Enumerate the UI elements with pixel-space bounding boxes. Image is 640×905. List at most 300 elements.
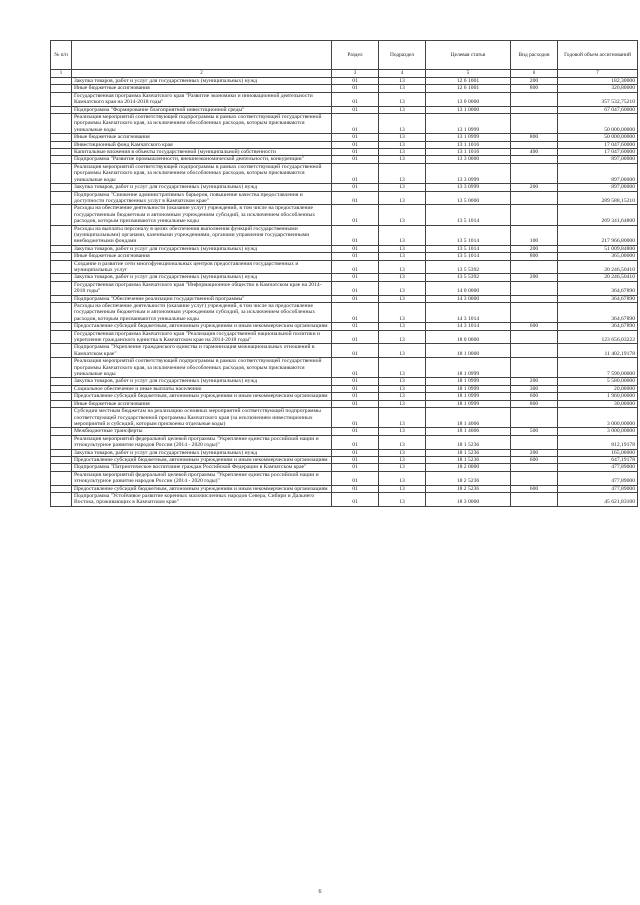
row-num-cell [51, 295, 72, 302]
row-subsection-cell: 13 [379, 378, 426, 385]
row-target-cell: 14 3 0000 [426, 295, 511, 302]
row-target-cell: 18 2 0000 [426, 464, 511, 471]
header-expense-type: Вид расходов [511, 41, 558, 70]
header-num: № п/п [51, 41, 72, 70]
row-expense-type-cell: 600 [511, 393, 558, 400]
row-name-cell: Субсидии местным бюджетам на реализацию основных мероприятий соответствующей подпрограммы соответствующей государственной программы Камчатского края (за исключением инвестиционных мероприятий и субсидий, которым присвоены отдельные коды) [72, 408, 332, 428]
row-expense-type-cell [511, 330, 558, 344]
row-name-cell: Расходы на обеспечение деятельности (оказание услуг) учреждений, в том числе на предоставление государственным бюджетным и автономным учреждениям субсидий, за исключением обособленных расходов, которым присваиваются уникальные коды [72, 205, 332, 225]
row-num-cell [51, 85, 72, 92]
table-row [51, 205, 638, 225]
row-section-cell: 01 [332, 205, 379, 225]
row-name-cell: Закупка товаров, работ и услуг для государственных (муниципальных) нужд [72, 78, 332, 85]
row-target-cell: 18 1 5236 [426, 456, 511, 463]
index-cell: 1 [51, 70, 72, 78]
row-expense-type-cell [511, 163, 558, 183]
row-name-cell: Закупка товаров, работ и услуг для государственных (муниципальных) нужд [72, 184, 332, 191]
row-target-cell: 13 5 5392 [426, 274, 511, 281]
table-body [51, 78, 638, 507]
row-section-cell: 01 [332, 245, 379, 252]
row-amount-cell: 7 590,00000 [558, 358, 638, 378]
row-target-cell: 18 2 5236 [426, 471, 511, 485]
row-amount-cell: 30,00000 [558, 400, 638, 407]
row-subsection-cell: 13 [379, 393, 426, 400]
row-section-cell: 01 [332, 456, 379, 463]
row-section-cell: 01 [332, 253, 379, 260]
row-expense-type-cell [511, 408, 558, 428]
table-row [51, 156, 638, 163]
row-name-cell: Иные бюджетные ассигнования [72, 85, 332, 92]
row-expense-type-cell [511, 156, 558, 163]
row-section-cell: 01 [332, 400, 379, 407]
row-name-cell: Подпрограмма "Развитие промышленности, внешнеэкономической деятельности, конкуренции" [72, 156, 332, 163]
table-row [51, 85, 638, 92]
row-amount-cell: 217 966,80000 [558, 225, 638, 245]
row-expense-type-cell: 800 [511, 85, 558, 92]
row-section-cell: 01 [332, 323, 379, 330]
row-section-cell: 01 [332, 295, 379, 302]
row-name-cell: Подпрограмма "Обеспечение реализации государственной программы" [72, 295, 332, 302]
row-expense-type-cell [511, 281, 558, 295]
row-target-cell: 13 5 0000 [426, 191, 511, 205]
row-subsection-cell: 13 [379, 464, 426, 471]
row-section-cell: 01 [332, 449, 379, 456]
row-section-cell: 01 [332, 191, 379, 205]
table-row [51, 456, 638, 463]
row-section-cell: 01 [332, 141, 379, 148]
table-row [51, 393, 638, 400]
row-subsection-cell: 13 [379, 281, 426, 295]
table-row [51, 134, 638, 141]
row-amount-cell: 365,00000 [558, 253, 638, 260]
row-num-cell [51, 428, 72, 435]
row-section-cell: 01 [332, 408, 379, 428]
row-target-cell: 18 1 0000 [426, 344, 511, 358]
table-row [51, 385, 638, 392]
row-amount-cell: 364,67890 [558, 281, 638, 295]
row-target-cell: 13 1 1016 [426, 141, 511, 148]
table-row [51, 449, 638, 456]
row-name-cell: Расходы на выплаты персоналу в целях обеспечения выполнения функций государственными (муниципальными) органами, казенными учреждениями, органами управления государственными внебюджетными фондами [72, 225, 332, 245]
row-subsection-cell: 13 [379, 156, 426, 163]
row-section-cell: 01 [332, 149, 379, 156]
row-expense-type-cell [511, 191, 558, 205]
row-name-cell: Реализация мероприятий соответствующей подпрограммы в рамках соответствующей государственной программы Камчатского края, за исключением обособленных расходов, которым присваиваются уникальные коды [72, 114, 332, 134]
row-expense-type-cell [511, 435, 558, 449]
row-target-cell: 18 1 5236 [426, 435, 511, 449]
row-subsection-cell: 13 [379, 163, 426, 183]
row-num-cell [51, 134, 72, 141]
row-expense-type-cell [511, 471, 558, 485]
row-expense-type-cell: 600 [511, 456, 558, 463]
row-section-cell: 01 [332, 464, 379, 471]
row-subsection-cell: 13 [379, 106, 426, 113]
row-amount-cell: 20 246,50410 [558, 274, 638, 281]
row-subsection-cell: 13 [379, 435, 426, 449]
table-row [51, 191, 638, 205]
table-row [51, 471, 638, 485]
row-amount-cell: 364,67890 [558, 295, 638, 302]
page-number: 6 [318, 889, 322, 895]
table-row [51, 163, 638, 183]
row-subsection-cell: 13 [379, 492, 426, 506]
row-subsection-cell: 13 [379, 449, 426, 456]
row-subsection-cell: 13 [379, 149, 426, 156]
row-amount-cell: 364,67890 [558, 303, 638, 323]
row-amount-cell: 812,19178 [558, 435, 638, 449]
row-expense-type-cell: 500 [511, 428, 558, 435]
row-expense-type-cell: 800 [511, 400, 558, 407]
row-expense-type-cell: 600 [511, 323, 558, 330]
row-amount-cell: 647,19178 [558, 456, 638, 463]
row-num-cell [51, 184, 72, 191]
index-row [51, 70, 638, 78]
row-subsection-cell: 13 [379, 358, 426, 378]
row-section-cell: 01 [332, 492, 379, 506]
row-subsection-cell: 13 [379, 260, 426, 274]
table-row [51, 428, 638, 435]
table-row [51, 149, 638, 156]
row-section-cell: 01 [332, 281, 379, 295]
row-target-cell: 13 1 0999 [426, 134, 511, 141]
row-target-cell: 13 5 1014 [426, 253, 511, 260]
row-num-cell [51, 205, 72, 225]
row-target-cell: 14 3 1014 [426, 303, 511, 323]
row-name-cell: Реализация мероприятий соответствующей подпрограммы в рамках соответствующей государственной программы Камчатского края, за исключением обособленных расходов, которым присваиваются уникальные коды [72, 358, 332, 378]
row-name-cell: Закупка товаров, работ и услуг для государственных (муниципальных) нужд [72, 274, 332, 281]
row-num-cell [51, 408, 72, 428]
row-section-cell: 01 [332, 78, 379, 85]
index-cell: 5 [426, 70, 511, 78]
row-expense-type-cell [511, 492, 558, 506]
row-name-cell: Иные бюджетные ассигнования [72, 134, 332, 141]
table-row [51, 408, 638, 428]
row-name-cell: Создание и развитие сети многофункциональных центров предоставления государственных и муниципальных услуг [72, 260, 332, 274]
row-name-cell: Инвестиционный фонд Камчатского края [72, 141, 332, 148]
row-target-cell: 13 0 0000 [426, 92, 511, 106]
row-num-cell [51, 78, 72, 85]
row-target-cell: 18 2 5236 [426, 485, 511, 492]
row-section-cell: 01 [332, 428, 379, 435]
table-row [51, 378, 638, 385]
row-name-cell: Капитальные вложения в объекты государственной (муниципальной) собственности [72, 149, 332, 156]
row-section-cell: 01 [332, 225, 379, 245]
row-expense-type-cell [511, 295, 558, 302]
row-section-cell: 01 [332, 163, 379, 183]
row-num-cell [51, 435, 72, 449]
row-section-cell: 01 [332, 92, 379, 106]
table-row [51, 344, 638, 358]
row-name-cell: Иные бюджетные ассигнования [72, 253, 332, 260]
row-subsection-cell: 13 [379, 485, 426, 492]
row-expense-type-cell [511, 358, 558, 378]
row-section-cell: 01 [332, 378, 379, 385]
row-expense-type-cell: 600 [511, 485, 558, 492]
row-section-cell: 01 [332, 184, 379, 191]
row-name-cell: Предоставление субсидий бюджетным, автономным учреждениям и иным некоммерческим организациям [72, 323, 332, 330]
row-target-cell: 18 1 0999 [426, 393, 511, 400]
row-expense-type-cell [511, 303, 558, 323]
row-section-cell: 01 [332, 134, 379, 141]
table-row [51, 106, 638, 113]
row-subsection-cell: 13 [379, 385, 426, 392]
table-row [51, 281, 638, 295]
row-subsection-cell: 13 [379, 330, 426, 344]
row-target-cell: 13 3 0000 [426, 156, 511, 163]
table-row [51, 225, 638, 245]
row-amount-cell: 897,00000 [558, 163, 638, 183]
row-num-cell [51, 485, 72, 492]
row-name-cell: Предоставление субсидий бюджетным, автономным учреждениям и иным некоммерческим организациям [72, 485, 332, 492]
row-amount-cell: 182,30000 [558, 78, 638, 85]
row-target-cell: 13 3 0999 [426, 184, 511, 191]
row-num-cell [51, 344, 72, 358]
row-subsection-cell: 13 [379, 141, 426, 148]
row-subsection-cell: 13 [379, 205, 426, 225]
row-num-cell [51, 303, 72, 323]
row-name-cell: Предоставление субсидий бюджетным, автономным учреждениям и иным некоммерческим организациям [72, 393, 332, 400]
row-num-cell [51, 274, 72, 281]
row-num-cell [51, 492, 72, 506]
row-amount-cell: 320,80000 [558, 85, 638, 92]
row-expense-type-cell: 200 [511, 245, 558, 252]
row-amount-cell: 20,00000 [558, 385, 638, 392]
row-name-cell: Межбюджетные трансферты [72, 428, 332, 435]
row-num-cell [51, 449, 72, 456]
row-target-cell: 18 1 4006 [426, 428, 511, 435]
row-section-cell: 01 [332, 114, 379, 134]
row-amount-cell: 477,89000 [558, 464, 638, 471]
row-num-cell [51, 163, 72, 183]
row-section-cell: 01 [332, 260, 379, 274]
table-row [51, 330, 638, 344]
index-cell: 7 [558, 70, 638, 78]
index-cell: 2 [72, 70, 332, 78]
row-subsection-cell: 13 [379, 78, 426, 85]
row-expense-type-cell [511, 344, 558, 358]
row-target-cell: 18 3 0000 [426, 492, 511, 506]
row-subsection-cell: 13 [379, 225, 426, 245]
row-num-cell [51, 456, 72, 463]
row-target-cell: 13 5 1014 [426, 225, 511, 245]
row-name-cell: Реализация мероприятий федеральной целевой программы "Укрепление единства российской нации и этнокультурное развитие народов России (2014 - 2020 годы)" [72, 471, 332, 485]
row-num-cell [51, 385, 72, 392]
row-expense-type-cell: 400 [511, 149, 558, 156]
row-amount-cell: 50 000,00000 [558, 114, 638, 134]
row-name-cell: Реализация мероприятий соответствующей подпрограммы в рамках соответствующей государственной программы Камчатского края, за исключением обособленных расходов, которым присваиваются уникальные коды [72, 163, 332, 183]
row-amount-cell: 165,00000 [558, 449, 638, 456]
row-name-cell: Социальное обеспечение и иные выплаты населению [72, 385, 332, 392]
table-row [51, 245, 638, 252]
row-amount-cell: 123 656,03222 [558, 330, 638, 344]
row-subsection-cell: 13 [379, 400, 426, 407]
index-cell: 4 [379, 70, 426, 78]
row-subsection-cell: 13 [379, 191, 426, 205]
table-row [51, 464, 638, 471]
row-subsection-cell: 13 [379, 253, 426, 260]
row-subsection-cell: 13 [379, 245, 426, 252]
table-row [51, 400, 638, 407]
row-target-cell: 18 1 4006 [426, 408, 511, 428]
row-amount-cell: 17 047,60000 [558, 149, 638, 156]
row-name-cell: Закупка товаров, работ и услуг для государственных (муниципальных) нужд [72, 245, 332, 252]
row-target-cell: 18 1 5236 [426, 449, 511, 456]
row-amount-cell: 3 000,00000 [558, 408, 638, 428]
row-target-cell: 12 6 1001 [426, 78, 511, 85]
row-num-cell [51, 156, 72, 163]
row-subsection-cell: 13 [379, 323, 426, 330]
row-amount-cell: 269 341,64800 [558, 205, 638, 225]
row-target-cell: 18 1 0999 [426, 400, 511, 407]
row-amount-cell: 45 621,83100 [558, 492, 638, 506]
budget-table [50, 40, 638, 507]
index-cell: 3 [332, 70, 379, 78]
row-name-cell: Государственная программа Камчатского края "Развитие экономики и инновационной деятельности Камчатского края на 2014-2018 годы" [72, 92, 332, 106]
row-num-cell [51, 358, 72, 378]
header-name [72, 41, 332, 70]
row-name-cell: Государственная программа Камчатского края "Информационное общество в Камчатском крае на 2014-2018 годы" [72, 281, 332, 295]
row-amount-cell: 364,67890 [558, 323, 638, 330]
row-target-cell: 18 1 0999 [426, 358, 511, 378]
row-name-cell: Реализация мероприятий федеральной целевой программы "Укрепление единства российской нации и этнокультурное развитие народов России (2014 - 2020 годы)" [72, 435, 332, 449]
row-num-cell [51, 471, 72, 485]
row-subsection-cell: 13 [379, 85, 426, 92]
row-num-cell [51, 378, 72, 385]
row-section-cell: 01 [332, 303, 379, 323]
row-num-cell [51, 330, 72, 344]
row-target-cell: 14 3 1014 [426, 323, 511, 330]
row-amount-cell: 477,89000 [558, 471, 638, 485]
index-cell: 6 [511, 70, 558, 78]
row-name-cell: Подпрограмма "Устойчивое развитие коренных малочисленных народов Севера, Сибири и Дальнего Востока, проживающих в Камчатском крае" [72, 492, 332, 506]
table-row [51, 274, 638, 281]
row-amount-cell: 20 246,50410 [558, 260, 638, 274]
row-num-cell [51, 149, 72, 156]
row-expense-type-cell [511, 141, 558, 148]
row-target-cell: 13 3 0999 [426, 163, 511, 183]
row-num-cell [51, 225, 72, 245]
table-row [51, 78, 638, 85]
row-expense-type-cell [511, 106, 558, 113]
row-name-cell: Предоставление субсидий бюджетным, автономным учреждениям и иным некоммерческим организациям [72, 456, 332, 463]
document-page [50, 40, 635, 507]
row-expense-type-cell: 300 [511, 385, 558, 392]
row-num-cell [51, 400, 72, 407]
row-name-cell: Расходы на обеспечение деятельности (оказание услуг) учреждений, в том числе на предоставление государственным бюджетным и автономным учреждениям субсидий, за исключением обособленных расходов, которым присваиваются уникальные коды [72, 303, 332, 323]
row-section-cell: 01 [332, 435, 379, 449]
row-target-cell: 18 0 0000 [426, 330, 511, 344]
row-section-cell: 01 [332, 344, 379, 358]
row-section-cell: 01 [332, 393, 379, 400]
row-amount-cell: 3 000,00000 [558, 428, 638, 435]
table-row [51, 253, 638, 260]
row-subsection-cell: 13 [379, 184, 426, 191]
row-name-cell: Закупка товаров, работ и услуг для государственных (муниципальных) нужд [72, 449, 332, 456]
table-row [51, 492, 638, 506]
table-row [51, 92, 638, 106]
row-expense-type-cell [511, 205, 558, 225]
row-subsection-cell: 13 [379, 274, 426, 281]
table-row [51, 184, 638, 191]
row-target-cell: 13 5 1014 [426, 245, 511, 252]
row-amount-cell: 289 588,15210 [558, 191, 638, 205]
row-num-cell [51, 114, 72, 134]
row-subsection-cell: 13 [379, 92, 426, 106]
row-num-cell [51, 106, 72, 113]
row-num-cell [51, 260, 72, 274]
row-num-cell [51, 281, 72, 295]
row-expense-type-cell: 200 [511, 78, 558, 85]
row-name-cell: Иные бюджетные ассигнования [72, 400, 332, 407]
row-target-cell: 18 1 0999 [426, 378, 511, 385]
table-row [51, 114, 638, 134]
row-name-cell: Государственная программа Камчатского края "Реализация государственной национальной политики и укрепление гражданского единства в Камчатском крае на 2014-2018 годы" [72, 330, 332, 344]
row-subsection-cell: 13 [379, 471, 426, 485]
row-name-cell: Подпрограмма "Укрепление гражданского единства и гармонизация межнациональных отношений в Камчатском крае" [72, 344, 332, 358]
row-num-cell [51, 464, 72, 471]
row-expense-type-cell: 200 [511, 274, 558, 281]
row-subsection-cell: 13 [379, 428, 426, 435]
table-header-row [51, 41, 638, 70]
table-row [51, 323, 638, 330]
row-subsection-cell: 13 [379, 114, 426, 134]
row-section-cell: 01 [332, 485, 379, 492]
row-expense-type-cell: 800 [511, 253, 558, 260]
row-amount-cell: 50 000,00000 [558, 134, 638, 141]
row-section-cell: 01 [332, 85, 379, 92]
row-expense-type-cell: 800 [511, 134, 558, 141]
row-section-cell: 01 [332, 358, 379, 378]
row-name-cell: Подпрограмма "Снижение административных барьеров, повышение качества предоставления и доступности государственных услуг в Камчатском крае" [72, 191, 332, 205]
row-expense-type-cell [511, 464, 558, 471]
row-name-cell: Подпрограмма "Патриотическое воспитание граждан Российской Федерации в Камчатском крае" [72, 464, 332, 471]
row-target-cell: 13 5 1014 [426, 205, 511, 225]
row-section-cell: 01 [332, 330, 379, 344]
row-amount-cell: 67 047,60000 [558, 106, 638, 113]
row-expense-type-cell: 100 [511, 225, 558, 245]
row-expense-type-cell [511, 260, 558, 274]
row-target-cell: 13 1 0999 [426, 114, 511, 134]
row-subsection-cell: 13 [379, 134, 426, 141]
table-row [51, 358, 638, 378]
row-target-cell: 13 5 5392 [426, 260, 511, 274]
row-section-cell: 01 [332, 274, 379, 281]
row-expense-type-cell: 200 [511, 449, 558, 456]
row-target-cell: 12 6 1001 [426, 85, 511, 92]
row-amount-cell: 357 532,75210 [558, 92, 638, 106]
table-row [51, 260, 638, 274]
row-expense-type-cell [511, 92, 558, 106]
row-num-cell [51, 323, 72, 330]
row-target-cell: 14 0 0000 [426, 281, 511, 295]
header-amount: Годовой объем ассигнований [558, 41, 638, 70]
row-name-cell: Подпрограмма "Формирование благоприятной инвестиционной среды" [72, 106, 332, 113]
row-subsection-cell: 13 [379, 456, 426, 463]
row-amount-cell: 1 960,00000 [558, 393, 638, 400]
row-num-cell [51, 141, 72, 148]
row-num-cell [51, 191, 72, 205]
row-amount-cell: 897,00000 [558, 156, 638, 163]
row-expense-type-cell [511, 114, 558, 134]
row-amount-cell: 477,89000 [558, 485, 638, 492]
row-subsection-cell: 13 [379, 303, 426, 323]
row-expense-type-cell: 200 [511, 378, 558, 385]
row-subsection-cell: 13 [379, 295, 426, 302]
row-amount-cell: 17 047,60000 [558, 141, 638, 148]
table-row [51, 303, 638, 323]
row-amount-cell: 5 580,00000 [558, 378, 638, 385]
table-row [51, 435, 638, 449]
